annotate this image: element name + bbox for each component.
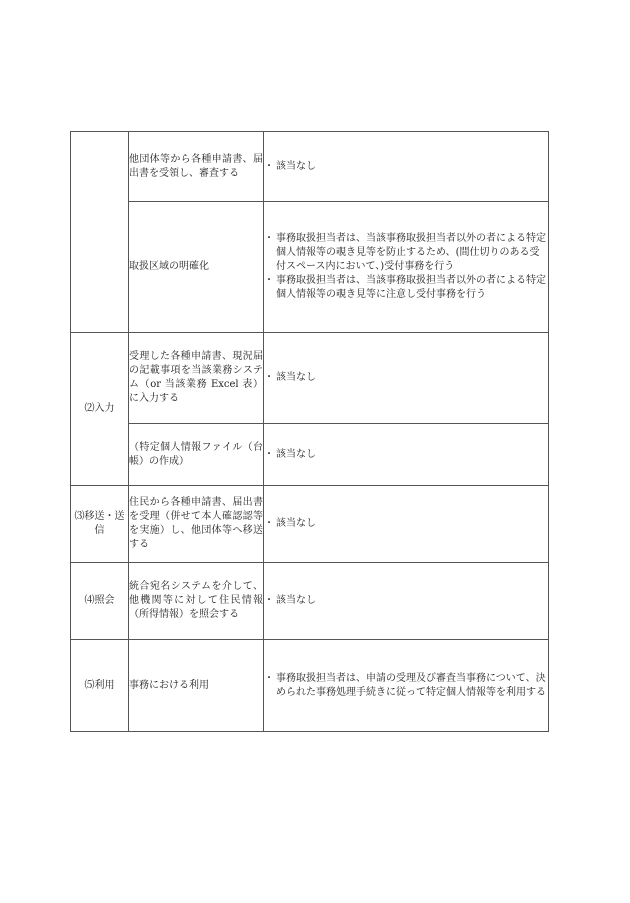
process-cell bbox=[129, 640, 264, 732]
measure-cell bbox=[264, 424, 549, 486]
table-row bbox=[71, 333, 549, 424]
procedure-table bbox=[70, 131, 549, 732]
measure-item: ・ 該当なし bbox=[264, 518, 316, 529]
stage-cell bbox=[71, 333, 129, 486]
measure-item: ・ 該当なし bbox=[264, 448, 316, 460]
table-row bbox=[71, 424, 549, 486]
measure-item: ・ 該当なし bbox=[264, 595, 316, 606]
process-cell bbox=[129, 132, 264, 202]
table-row bbox=[71, 132, 549, 202]
stage-label: ⑸利用 bbox=[84, 679, 115, 691]
stage-cell bbox=[71, 563, 129, 640]
measure-cell bbox=[264, 486, 549, 563]
measure-item: ・ 事務取扱担当者は、当該事務取扱担当者以外の者による特定個人情報等の覗き見等に注意し受付事務を行う bbox=[264, 275, 546, 300]
table-row bbox=[71, 486, 549, 563]
stage-label: ⑶移送・送信 bbox=[74, 511, 125, 536]
process-cell bbox=[129, 333, 264, 424]
measure-item: ・ 該当なし bbox=[264, 160, 316, 172]
process-text: 受理した各種申請書、現況届の記載事項を当該業務システム（or 当該業務 Excel 表）に入力する bbox=[129, 351, 263, 404]
table-row bbox=[71, 640, 549, 732]
measure-cell bbox=[264, 333, 549, 424]
process-cell bbox=[129, 202, 264, 333]
process-text: （特定個人情報ファイル（台帳）の作成） bbox=[129, 441, 263, 467]
process-text: 住民から各種申請書、届出書を受理（併せて本人確認認等を実施）し、他団体等へ移送する bbox=[129, 497, 263, 550]
stage-cell bbox=[71, 486, 129, 563]
process-cell bbox=[129, 563, 264, 640]
measure-cell bbox=[264, 563, 549, 640]
process-text: 統合宛名システムを介して、他機関等に対して住民情報（所得情報）を照会する bbox=[129, 581, 263, 620]
measure-cell bbox=[264, 132, 549, 202]
stage-cell bbox=[71, 640, 129, 732]
process-text: 他団体等から各種申請書、届出書を受領し、審査する bbox=[129, 153, 263, 179]
measure-item: ・ 事務取扱担当者は、申請の受理及び審査当事務について、決められた事務処理手続きに従って特定個人情報等を利用する bbox=[264, 672, 546, 698]
stage-label: ⑵入力 bbox=[84, 403, 115, 414]
process-text: 取扱区域の明確化 bbox=[129, 261, 209, 272]
process-cell bbox=[129, 424, 264, 486]
measure-cell bbox=[264, 640, 549, 732]
measure-item: ・ 該当なし bbox=[264, 372, 316, 383]
table-row bbox=[71, 563, 549, 640]
process-text: 事務における利用 bbox=[129, 679, 209, 691]
process-cell bbox=[129, 486, 264, 563]
stage-label: ⑷照会 bbox=[84, 595, 115, 606]
measure-cell bbox=[264, 202, 549, 333]
measure-item: ・ 事務取扱担当者は、当該事務取扱担当者以外の者による特定個人情報等の覗き見等を防止するため、(間仕切りのある受付スペース内において、)受付事務を行う bbox=[264, 233, 546, 272]
table-row bbox=[71, 202, 549, 333]
stage-cell bbox=[71, 132, 129, 333]
